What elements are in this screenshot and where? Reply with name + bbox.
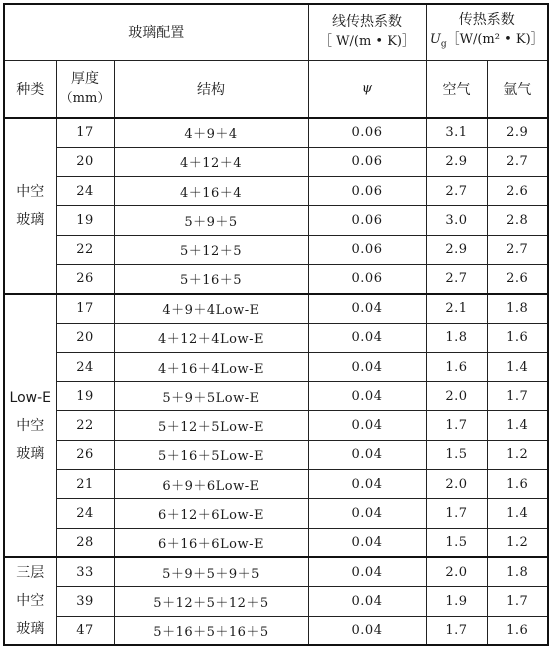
argon-value-cell: 2.6 bbox=[487, 264, 548, 293]
argon-value-cell: 1.7 bbox=[487, 587, 548, 616]
air-value-cell: 2.1 bbox=[426, 294, 487, 323]
argon-value-cell: 1.8 bbox=[487, 557, 548, 586]
group-label-line: 玻璃 bbox=[16, 211, 45, 228]
table-row bbox=[4, 323, 548, 352]
psi-unit: ［ W/(m • K)］ bbox=[319, 34, 415, 50]
ug-title: 传热系数 bbox=[458, 11, 515, 28]
ug-unit-line bbox=[427, 30, 548, 55]
air-value-cell: 2.9 bbox=[426, 147, 487, 176]
psi-cell: 0.06 bbox=[308, 147, 426, 176]
table-row bbox=[4, 118, 548, 147]
argon-value-cell: 1.6 bbox=[487, 616, 548, 645]
thickness-header bbox=[56, 60, 114, 118]
table-row bbox=[4, 235, 548, 264]
psi-cell: 0.04 bbox=[308, 616, 426, 645]
psi-cell: 0.04 bbox=[308, 440, 426, 469]
group-label-line: 玻璃 bbox=[16, 621, 45, 638]
group-label bbox=[4, 557, 56, 645]
thickness-cell: 19 bbox=[56, 206, 114, 235]
thickness-cell: 20 bbox=[56, 147, 114, 176]
group-label-line: 中空 bbox=[16, 417, 45, 434]
structure-cell: 4＋9＋4 bbox=[114, 118, 308, 147]
air-value-cell: 2.0 bbox=[426, 557, 487, 586]
psi-cell: 0.04 bbox=[308, 587, 426, 616]
thickness-cell: 21 bbox=[56, 470, 114, 499]
thickness-cell: 24 bbox=[56, 177, 114, 206]
air-value-cell: 1.5 bbox=[426, 440, 487, 469]
air-value-cell: 1.6 bbox=[426, 352, 487, 381]
psi-cell: 0.04 bbox=[308, 294, 426, 323]
structure-cell: 6＋12＋6Low-E bbox=[114, 499, 308, 528]
argon-value-cell: 2.7 bbox=[487, 235, 548, 264]
argon-value-cell: 2.7 bbox=[487, 147, 548, 176]
argon-value-cell: 1.6 bbox=[487, 470, 548, 499]
ug-unit: ［W/(m² • K)］ bbox=[446, 31, 544, 47]
thickness-cell: 24 bbox=[56, 352, 114, 381]
psi-cell: 0.04 bbox=[308, 470, 426, 499]
psi-cell: 0.06 bbox=[308, 235, 426, 264]
structure-cell: 6＋9＋6Low-E bbox=[114, 470, 308, 499]
psi-cell: 0.04 bbox=[308, 499, 426, 528]
thickness-cell: 24 bbox=[56, 499, 114, 528]
psi-cell: 0.04 bbox=[308, 382, 426, 411]
thickness-cell: 39 bbox=[56, 587, 114, 616]
group-label bbox=[4, 118, 56, 294]
thickness-cell: 17 bbox=[56, 294, 114, 323]
air-value-cell: 1.7 bbox=[426, 616, 487, 645]
argon-value-cell: 1.7 bbox=[487, 382, 548, 411]
table-row bbox=[4, 557, 548, 586]
argon-value-cell: 1.6 bbox=[487, 323, 548, 352]
structure-cell: 4＋16＋4 bbox=[114, 177, 308, 206]
psi-symbol-header: ψ bbox=[308, 60, 426, 118]
structure-cell: 5＋16＋5Low-E bbox=[114, 440, 308, 469]
psi-cell: 0.04 bbox=[308, 323, 426, 352]
air-value-cell: 2.7 bbox=[426, 177, 487, 206]
glass-config-header: 玻璃配置 bbox=[4, 4, 308, 60]
thickness-label: 厚度 bbox=[71, 70, 99, 87]
structure-cell: 5＋12＋5＋12＋5 bbox=[114, 587, 308, 616]
group-label-line: 中空 bbox=[16, 593, 45, 610]
thickness-cell: 22 bbox=[56, 411, 114, 440]
table-row bbox=[4, 411, 548, 440]
psi-header bbox=[308, 4, 426, 60]
structure-cell: 4＋12＋4Low-E bbox=[114, 323, 308, 352]
air-value-cell: 1.7 bbox=[426, 499, 487, 528]
argon-value-cell: 1.4 bbox=[487, 499, 548, 528]
air-value-cell: 1.8 bbox=[426, 323, 487, 352]
ug-symbol: U bbox=[429, 31, 441, 47]
heat-transfer-table bbox=[3, 3, 549, 646]
psi-cell: 0.04 bbox=[308, 352, 426, 381]
argon-value-cell: 1.4 bbox=[487, 352, 548, 381]
table-row bbox=[4, 470, 548, 499]
table-row bbox=[4, 382, 548, 411]
table-row bbox=[4, 177, 548, 206]
air-value-cell: 3.0 bbox=[426, 206, 487, 235]
psi-cell: 0.04 bbox=[308, 557, 426, 586]
structure-cell: 4＋12＋4 bbox=[114, 147, 308, 176]
table-row bbox=[4, 352, 548, 381]
psi-title: 线传热系数 bbox=[332, 14, 402, 31]
structure-cell: 5＋16＋5＋16＋5 bbox=[114, 616, 308, 645]
thickness-cell: 17 bbox=[56, 118, 114, 147]
group-label-line: 玻璃 bbox=[16, 445, 45, 462]
ug-header bbox=[426, 4, 548, 60]
table-row bbox=[4, 528, 548, 557]
air-header: 空气 bbox=[426, 60, 487, 118]
ug-subscript: g bbox=[440, 39, 447, 50]
argon-value-cell: 1.2 bbox=[487, 528, 548, 557]
psi-cell: 0.04 bbox=[308, 528, 426, 557]
thickness-cell: 28 bbox=[56, 528, 114, 557]
psi-cell: 0.06 bbox=[308, 206, 426, 235]
structure-cell: 6＋16＋6Low-E bbox=[114, 528, 308, 557]
psi-cell: 0.06 bbox=[308, 264, 426, 293]
argon-value-cell: 1.4 bbox=[487, 411, 548, 440]
argon-value-cell: 1.2 bbox=[487, 440, 548, 469]
structure-cell: 4＋9＋4Low-E bbox=[114, 294, 308, 323]
structure-cell: 5＋9＋5 bbox=[114, 206, 308, 235]
air-value-cell: 2.7 bbox=[426, 264, 487, 293]
air-value-cell: 2.0 bbox=[426, 382, 487, 411]
air-value-cell: 1.9 bbox=[426, 587, 487, 616]
air-value-cell: 3.1 bbox=[426, 118, 487, 147]
thickness-cell: 26 bbox=[56, 440, 114, 469]
argon-value-cell: 2.9 bbox=[487, 118, 548, 147]
air-value-cell: 2.0 bbox=[426, 470, 487, 499]
thickness-cell: 20 bbox=[56, 323, 114, 352]
air-value-cell: 1.7 bbox=[426, 411, 487, 440]
psi-cell: 0.06 bbox=[308, 177, 426, 206]
group-label-line: 三层 bbox=[16, 565, 45, 582]
group-label bbox=[4, 294, 56, 558]
air-value-cell: 1.5 bbox=[426, 528, 487, 557]
table-row bbox=[4, 587, 548, 616]
air-value-cell: 2.9 bbox=[426, 235, 487, 264]
structure-cell: 5＋9＋5Low-E bbox=[114, 382, 308, 411]
table-body bbox=[4, 118, 548, 645]
argon-value-cell: 2.8 bbox=[487, 206, 548, 235]
group-label-line: Low-E bbox=[9, 389, 51, 406]
thickness-cell: 47 bbox=[56, 616, 114, 645]
thickness-cell: 22 bbox=[56, 235, 114, 264]
thickness-unit: （mm） bbox=[59, 90, 111, 106]
table-row bbox=[4, 440, 548, 469]
group-label-line: 中空 bbox=[16, 183, 45, 200]
table-row bbox=[4, 294, 548, 323]
thickness-cell: 19 bbox=[56, 382, 114, 411]
table-row bbox=[4, 147, 548, 176]
thickness-cell: 26 bbox=[56, 264, 114, 293]
argon-value-cell: 2.6 bbox=[487, 177, 548, 206]
argon-header: 氩气 bbox=[487, 60, 548, 118]
structure-cell: 4＋16＋4Low-E bbox=[114, 352, 308, 381]
table-row bbox=[4, 616, 548, 645]
structure-cell: 5＋12＋5Low-E bbox=[114, 411, 308, 440]
structure-cell: 5＋16＋5 bbox=[114, 264, 308, 293]
psi-cell: 0.06 bbox=[308, 118, 426, 147]
type-header: 种类 bbox=[4, 60, 56, 118]
structure-cell: 5＋9＋5＋9＋5 bbox=[114, 557, 308, 586]
table-row bbox=[4, 264, 548, 293]
argon-value-cell: 1.8 bbox=[487, 294, 548, 323]
table-row bbox=[4, 499, 548, 528]
psi-cell: 0.04 bbox=[308, 411, 426, 440]
structure-header: 结构 bbox=[114, 60, 308, 118]
table-row bbox=[4, 206, 548, 235]
thickness-cell: 33 bbox=[56, 557, 114, 586]
structure-cell: 5＋12＋5 bbox=[114, 235, 308, 264]
